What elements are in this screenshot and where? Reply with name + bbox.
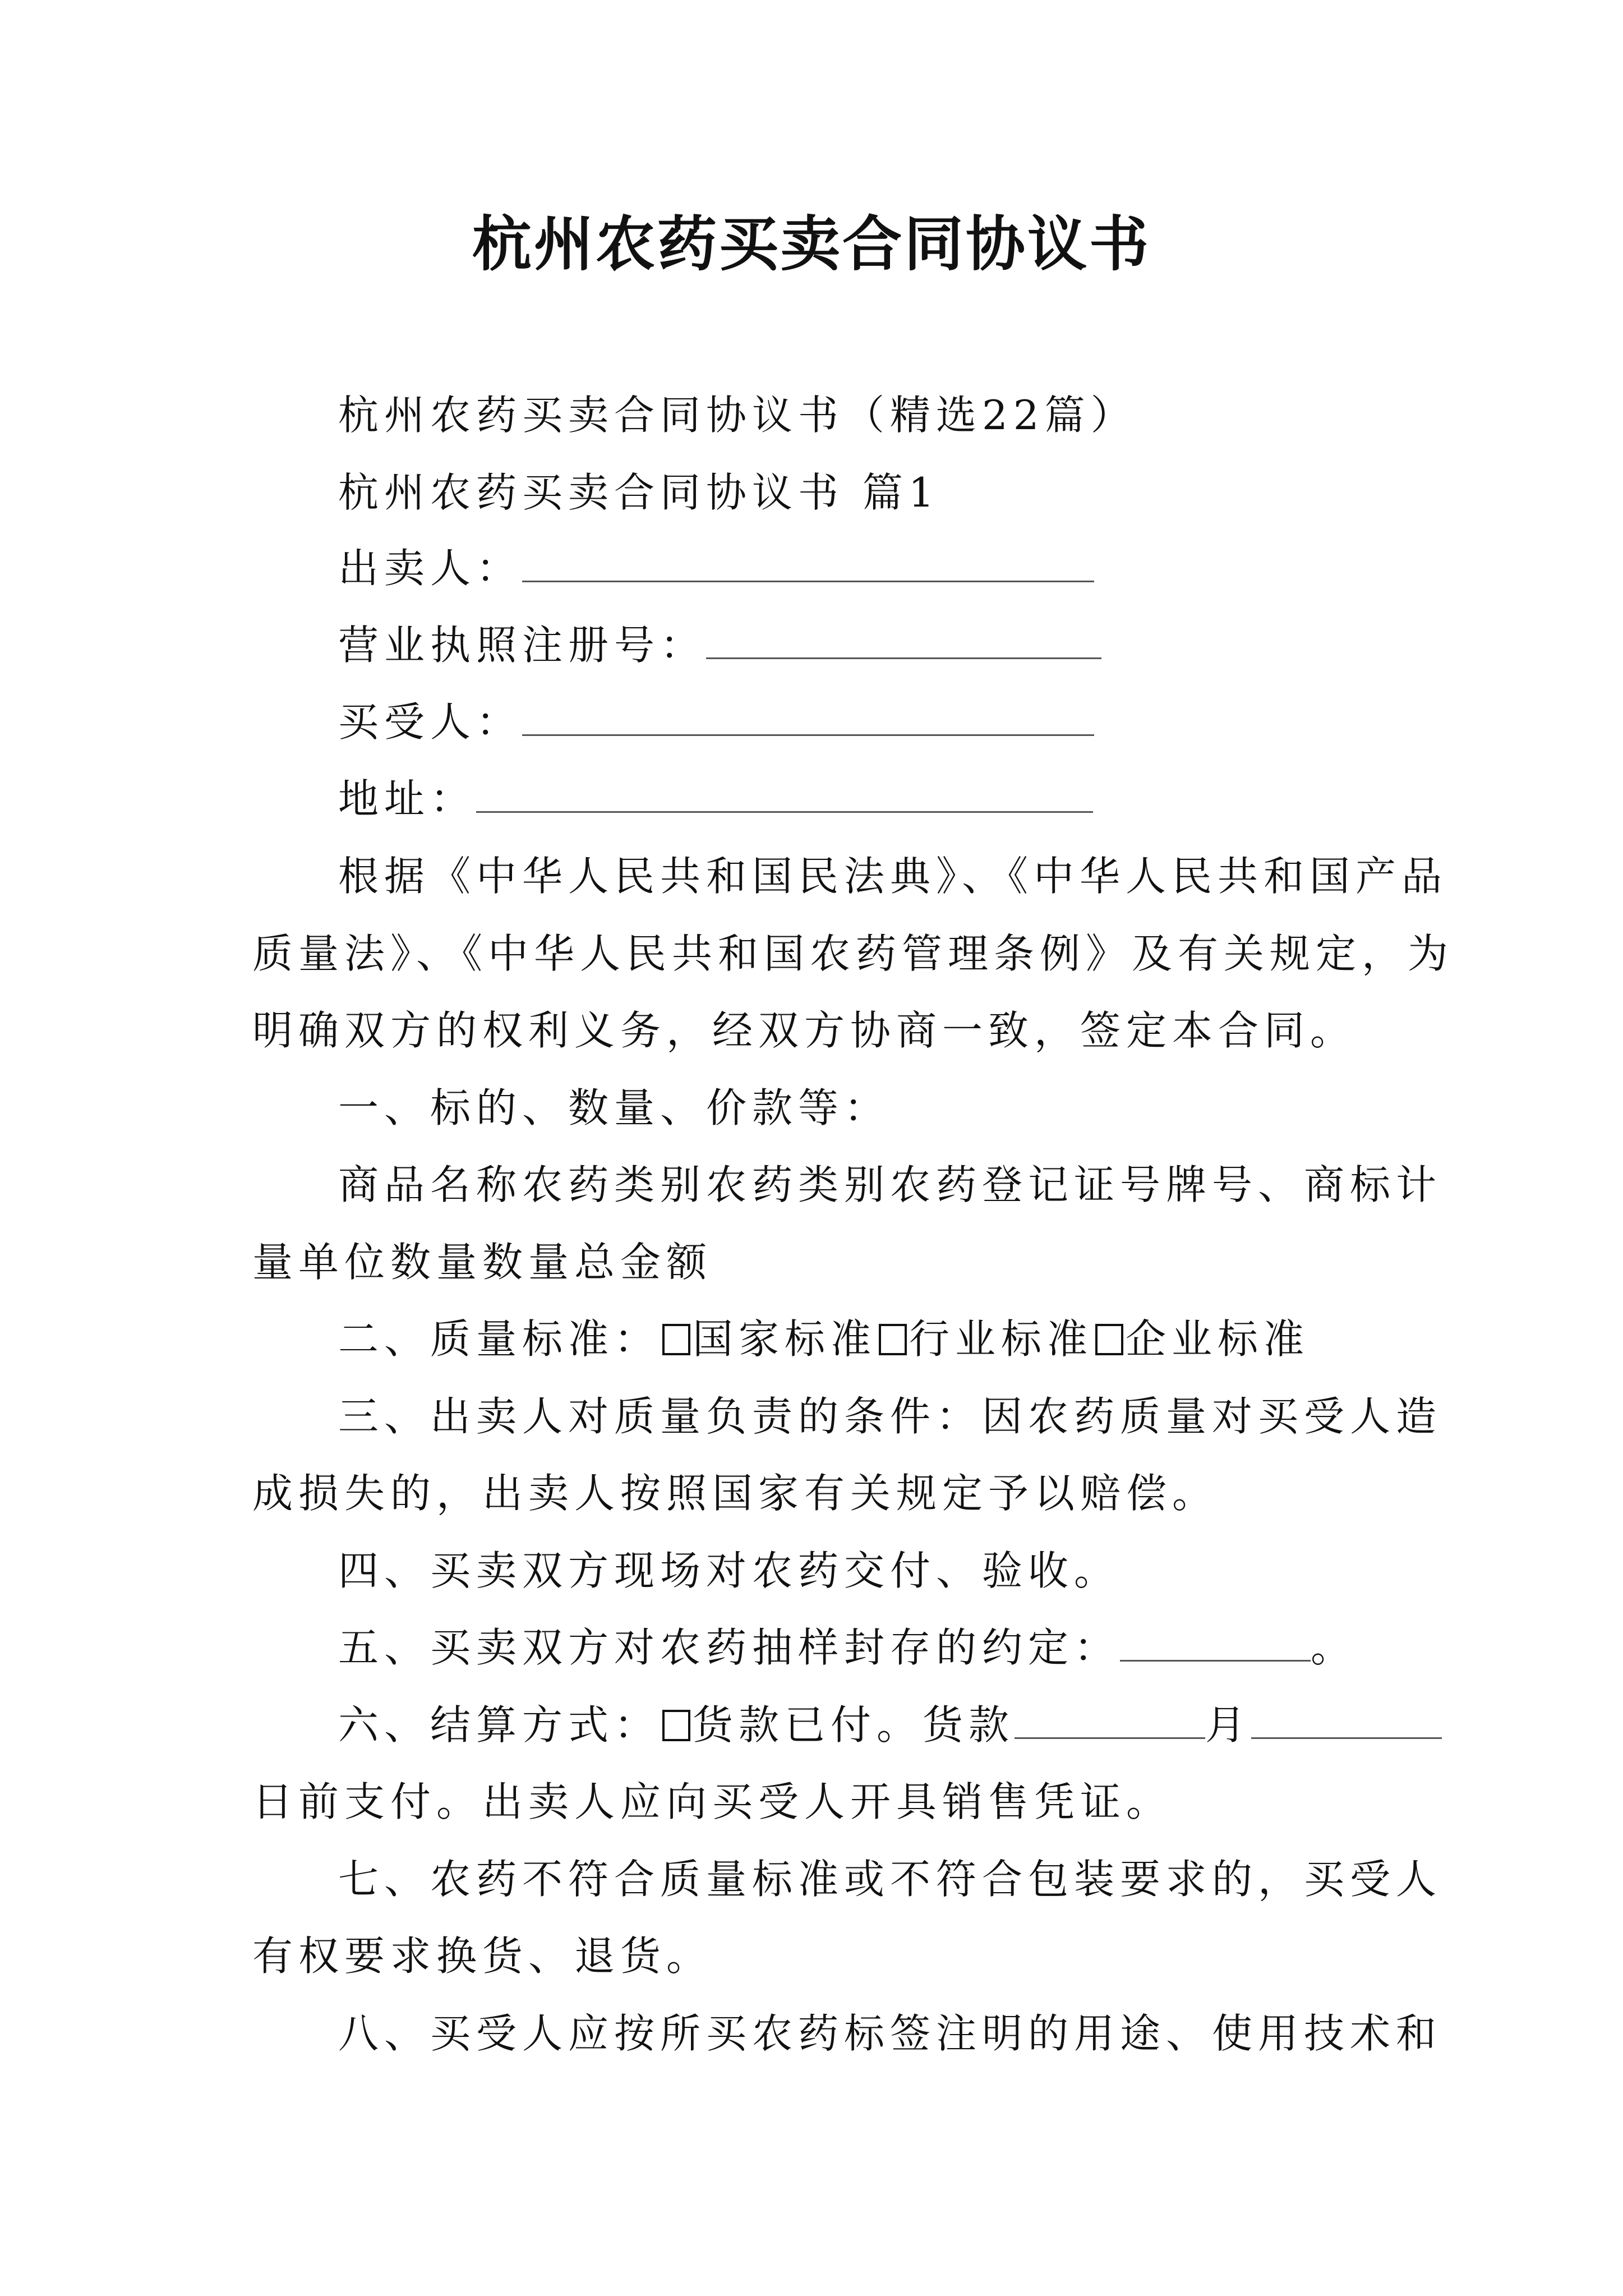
industry-standard-label: 行业标准: [909, 1315, 1094, 1363]
seller-field: [338, 540, 1387, 596]
section-8-line-1: 八、买受人应按所买农药标签注明的用途、使用技术和: [338, 2010, 1442, 2057]
payment-day-blank: [1251, 1698, 1442, 1739]
section-6-line-1: [338, 1697, 1387, 1753]
national-standard-label: 国家标准: [693, 1315, 877, 1363]
intro-line-2: 质量法》、《中华人民共和国农药管理条例》及有关规定，为: [252, 930, 1454, 977]
address-field: [338, 771, 1387, 827]
payment-paid-label: 货款已付。货款: [693, 1701, 1015, 1749]
industry-standard-checkbox[interactable]: [879, 1324, 907, 1355]
intro-line-3: 明确双方的权利义务，经双方协商一致，签定本合同。: [252, 1007, 1357, 1054]
section-2-label: 二、质量标准：: [338, 1315, 661, 1363]
national-standard-checkbox[interactable]: [662, 1324, 690, 1355]
subtitle: 杭州农药买卖合同协议书（精选22篇）: [338, 392, 1137, 439]
payment-month-blank: [1015, 1698, 1205, 1739]
buyer-field: [338, 694, 1387, 750]
address-blank: [476, 772, 1093, 813]
section-1-heading: 一、标的、数量、价款等：: [338, 1084, 891, 1131]
section-6-label: 六、结算方式：: [338, 1701, 661, 1749]
sampling-blank: [1120, 1621, 1311, 1662]
section-2-quality-standard: [338, 1311, 1387, 1367]
address-label: 地址：: [338, 775, 477, 822]
license-blank: [706, 618, 1101, 659]
document-title: 杭州农药买卖合同协议书: [472, 209, 1151, 279]
license-label: 营业执照注册号：: [338, 622, 707, 669]
enterprise-standard-checkbox[interactable]: [1095, 1324, 1123, 1355]
section-3-line-2: 成损失的，出卖人按照国家有关规定予以赔偿。: [252, 1470, 1219, 1517]
section-5-label: 五、买卖双方对农药抽样封存的约定：: [338, 1624, 1121, 1671]
part-heading: 杭州农药买卖合同协议书 篇1: [338, 469, 940, 516]
section-5: [338, 1619, 1387, 1676]
section-1-items-line-2: 量单位数量数量总金额: [252, 1239, 713, 1286]
section-7-line-1: 七、农药不符合质量标准或不符合包装要求的，买受人: [338, 1856, 1442, 1903]
section-1-items-line-1: 商品名称农药类别农药类别农药登记证号牌号、商标计: [338, 1161, 1442, 1208]
section-4: 四、买卖双方现场对农药交付、验收。: [338, 1547, 1121, 1594]
section-3-line-1: 三、出卖人对质量负责的条件：因农药质量对买受人造: [338, 1393, 1442, 1440]
month-label: 月: [1205, 1701, 1252, 1749]
section-7-line-2: 有权要求换货、退货。: [252, 1932, 713, 1980]
seller-label: 出卖人：: [338, 545, 523, 592]
buyer-blank: [522, 695, 1094, 736]
buyer-label: 买受人：: [338, 698, 523, 746]
seller-blank: [522, 541, 1094, 582]
license-field: [338, 617, 1387, 673]
section-6-line-2: 日前支付。出卖人应向买受人开具销售凭证。: [252, 1778, 1173, 1825]
payment-paid-checkbox[interactable]: [662, 1710, 690, 1741]
enterprise-standard-label: 企业标准: [1126, 1315, 1310, 1363]
intro-line-1: 根据《中华人民共和国民法典》、《中华人民共和国产品: [338, 853, 1448, 900]
section-5-end: 。: [1311, 1624, 1357, 1671]
